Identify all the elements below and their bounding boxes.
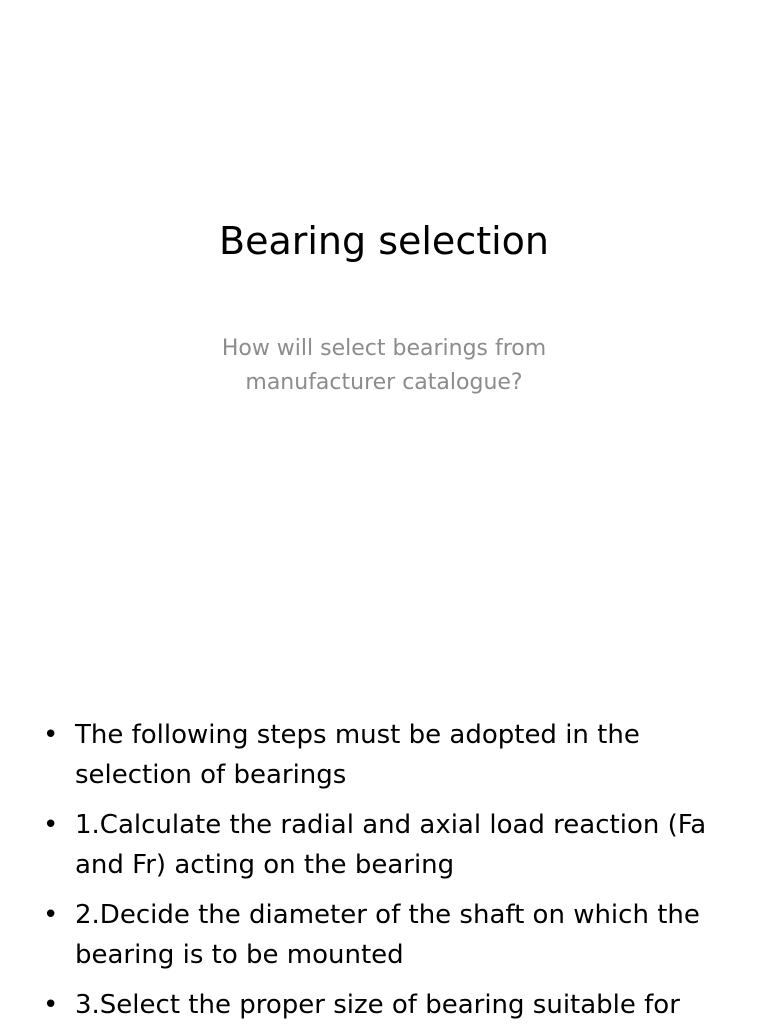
slide-subtitle: How will select bearings from manufacturer catalogue? [221, 336, 547, 395]
bullet-item [0, 715, 768, 795]
slide-title: Bearing selection [219, 219, 549, 263]
bullet-item [0, 985, 768, 1024]
bullet-point-icon: • [43, 720, 59, 750]
bullet-point-icon: • [43, 900, 59, 930]
bullet-point-icon: • [43, 810, 59, 840]
bullet-list [0, 715, 768, 1024]
bullet-text: 1.Calculate the radial and axial load reaction (Fa and Fr) acting on the bearing [75, 810, 707, 880]
bullet-text: 3.Select the proper size of bearing suitable for [75, 990, 680, 1020]
bullet-item [0, 805, 768, 885]
bullet-text: 2.Decide the diameter of the shaft on which the bearing is to be mounted [75, 900, 700, 970]
bullet-point-icon: • [43, 990, 59, 1020]
bullet-text: The following steps must be adopted in the selection of bearings [75, 720, 640, 790]
bullet-item [0, 895, 768, 975]
